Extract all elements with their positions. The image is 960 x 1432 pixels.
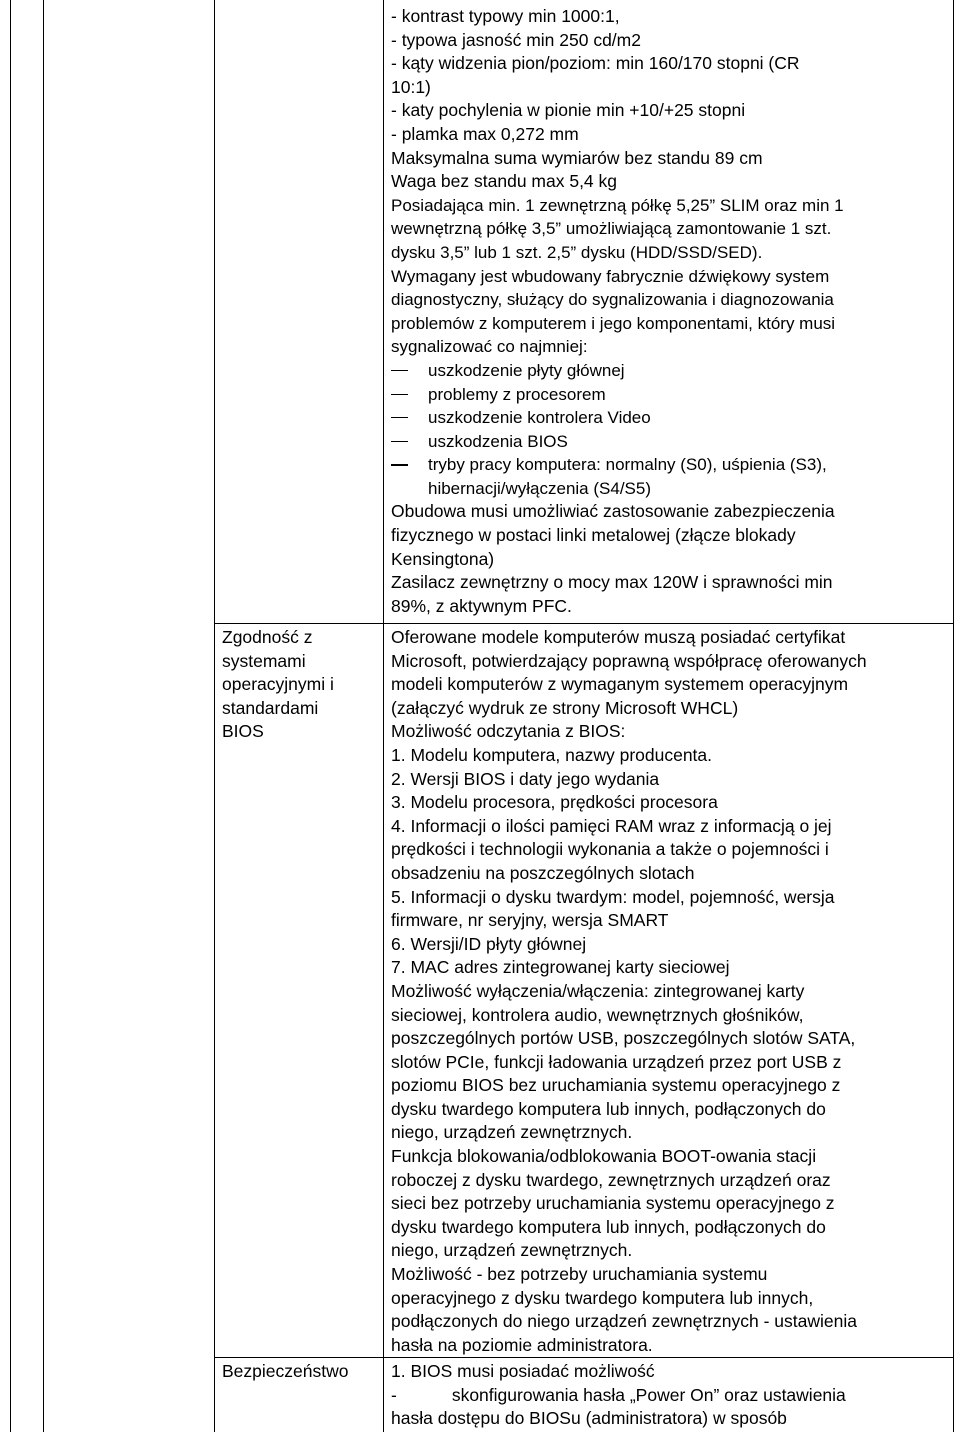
spec-line: 2. Wersji BIOS i daty jego wydania xyxy=(391,768,660,789)
spec-line: obsadzeniu na poszczególnych slotach xyxy=(391,862,695,883)
spec-line: diagnostyczny, służący do sygnalizowania i diagnozowania xyxy=(391,290,834,310)
spec-line: 6. Wersji/ID płyty głównej xyxy=(391,933,587,954)
dash-bullet xyxy=(391,417,408,418)
list-item xyxy=(391,453,951,477)
spec-line: Maksymalna suma wymiarów bez standu 89 cm xyxy=(391,147,763,168)
spec-line: Możliwość odczytania z BIOS: xyxy=(391,721,626,742)
spec-cell-bios xyxy=(391,626,951,1357)
column-divider-3 xyxy=(383,0,384,1432)
dash-bullet xyxy=(391,441,408,442)
spec-line: roboczej z dysku twardego, zewnętrznych urządzeń oraz xyxy=(391,1169,831,1190)
dash-bullet xyxy=(391,464,408,465)
spec-line: 89%, z aktywnym PFC. xyxy=(391,595,572,616)
spec-line: poszczególnych portów USB, poszczególnych slotów SATA, xyxy=(391,1028,856,1049)
row-label-bios xyxy=(222,626,377,744)
list-item xyxy=(391,359,951,383)
spec-line: firmware, nr seryjny, wersja SMART xyxy=(391,910,669,931)
dash-bullet xyxy=(391,394,408,395)
spec-line: Wymagany jest wbudowany fabrycznie dźwiękowy system xyxy=(391,266,830,286)
dash-prefix: - xyxy=(391,1384,397,1405)
spec-line: 7. MAC adres zintegrowanej karty sieciowej xyxy=(391,957,730,978)
spec-line: - typowa jasność min 250 cd/m2 xyxy=(391,29,641,50)
spec-line: dysku twardego komputera lub innych, podłączonych do xyxy=(391,1098,826,1119)
row-label-line: Zgodność z xyxy=(222,627,313,647)
spec-line: - plamka max 0,272 mm xyxy=(391,123,579,144)
spec-line: - katy pochylenia w pionie min +10/+25 stopni xyxy=(391,100,746,121)
spec-line: problemów z komputerem i jego komponentami, który musi xyxy=(391,313,836,333)
spec-line: 1. BIOS musi posiadać możliwość xyxy=(391,1361,655,1381)
spec-line: Funkcja blokowania/odblokowania BOOT-owania stacji xyxy=(391,1146,817,1167)
spec-line: sygnalizować co najmniej: xyxy=(391,337,588,357)
spec-cell-security xyxy=(391,1360,951,1431)
list-item xyxy=(391,383,951,407)
spec-line: Obudowa musi umożliwiać zastosowanie zabezpieczenia xyxy=(391,501,835,522)
list-item xyxy=(391,406,951,430)
spec-line: poziomu BIOS bez uruchamiania systemu operacyjnego z xyxy=(391,1075,841,1096)
spec-line: 5. Informacji o dysku twardym: model, pojemność, wersja xyxy=(391,886,835,907)
spec-line: hasła na poziomie administratora. xyxy=(391,1334,653,1355)
table-border-right xyxy=(953,0,954,1432)
row-label-security xyxy=(222,1360,377,1384)
spec-line: hasła dostępu do BIOSu (administratora) w sposób xyxy=(391,1408,787,1429)
spec-line: niego, urządzeń zewnętrznych. xyxy=(391,1122,633,1143)
spec-line: wewnętrzną półkę 3,5” umożliwiającą zamontowanie 1 szt. xyxy=(391,219,832,239)
row-label-line: BIOS xyxy=(222,721,264,742)
spec-line: dysku 3,5” lub 1 szt. 2,5” dysku (HDD/SSD/SED). xyxy=(391,242,763,262)
table-border-left xyxy=(10,0,11,1432)
list-item-text: uszkodzenie kontrolera Video xyxy=(428,408,651,428)
spec-line: - kontrast typowy min 1000:1, xyxy=(391,6,620,26)
column-divider-2 xyxy=(214,0,215,1432)
spec-cell-display xyxy=(391,5,951,618)
spec-line: Oferowane modele komputerów muszą posiadać certyfikat xyxy=(391,627,846,647)
list-item-text: tryby pracy komputera: normalny (S0), uśpienia (S3), xyxy=(428,455,827,475)
spec-line: operacyjnego z dysku twardego komputera lub innych, xyxy=(391,1287,814,1308)
spec-line: Możliwość wyłączenia/włączenia: zintegrowanej karty xyxy=(391,980,805,1001)
spec-line: 10:1) xyxy=(391,76,431,97)
spec-line: fizycznego w postaci linki metalowej (złącze blokady xyxy=(391,525,796,546)
row-divider-1 xyxy=(214,623,954,624)
spec-line: Kensingtona) xyxy=(391,548,495,569)
dash-text: skonfigurowania hasła „Power On” oraz ustawienia xyxy=(451,1384,846,1405)
row-label-line: systemami xyxy=(222,650,306,671)
spec-line: Zasilacz zewnętrzny o mocy max 120W i sprawności min xyxy=(391,572,833,593)
spec-line: prędkości i technologii wykonania a także o pojemności i xyxy=(391,839,829,860)
spec-line: podłączonych do niego urządzeń zewnętrznych - ustawienia xyxy=(391,1311,857,1332)
spec-line: Microsoft, potwierdzający poprawną współpracę oferowanych xyxy=(391,650,867,671)
list-item-continuation: hibernacji/wyłączenia (S4/S5) xyxy=(428,478,651,498)
list-item-text: uszkodzenia BIOS xyxy=(428,431,568,451)
spec-line: 3. Modelu procesora, prędkości procesora xyxy=(391,792,718,813)
spec-line: sieciowej, kontrolera audio, wewnętrznych głośników, xyxy=(391,1004,804,1025)
row-label-line: Bezpieczeństwo xyxy=(222,1361,349,1381)
row-label-line: operacyjnymi i xyxy=(222,674,334,695)
spec-line: slotów PCIe, funkcji ładowania urządzeń przez port USB z xyxy=(391,1051,842,1072)
spec-line: Waga bez standu max 5,4 kg xyxy=(391,171,618,192)
spec-line: - kąty widzenia pion/poziom: min 160/170 stopni (CR xyxy=(391,53,800,74)
spec-line: dysku twardego komputera lub innych, podłączonych do xyxy=(391,1216,826,1237)
list-item-text: uszkodzenie płyty głównej xyxy=(428,360,625,380)
spec-line: (załączyć wydruk ze strony Microsoft WHCL) xyxy=(391,697,739,718)
spec-line: sieci bez potrzeby uruchamiania systemu operacyjnego z xyxy=(391,1193,835,1214)
spec-line: Posiadająca min. 1 zewnętrzną półkę 5,25” SLIM oraz min 1 xyxy=(391,195,844,215)
spec-line: 1. Modelu komputera, nazwy producenta. xyxy=(391,744,713,765)
column-divider-1 xyxy=(43,0,44,1432)
spec-line: Możliwość - bez potrzeby uruchamiania systemu xyxy=(391,1264,768,1285)
row-label-line: standardami xyxy=(222,697,319,718)
spec-line: niego, urządzeń zewnętrznych. xyxy=(391,1240,633,1261)
list-item xyxy=(391,430,951,454)
spec-line: 4. Informacji o ilości pamięci RAM wraz z informacją o jej xyxy=(391,815,832,836)
spec-line: modeli komputerów z wymaganym systemem operacyjnym xyxy=(391,674,849,695)
spec-line-dash xyxy=(391,1384,951,1408)
dash-bullet xyxy=(391,370,408,371)
list-item-text: problemy z procesorem xyxy=(428,384,606,404)
